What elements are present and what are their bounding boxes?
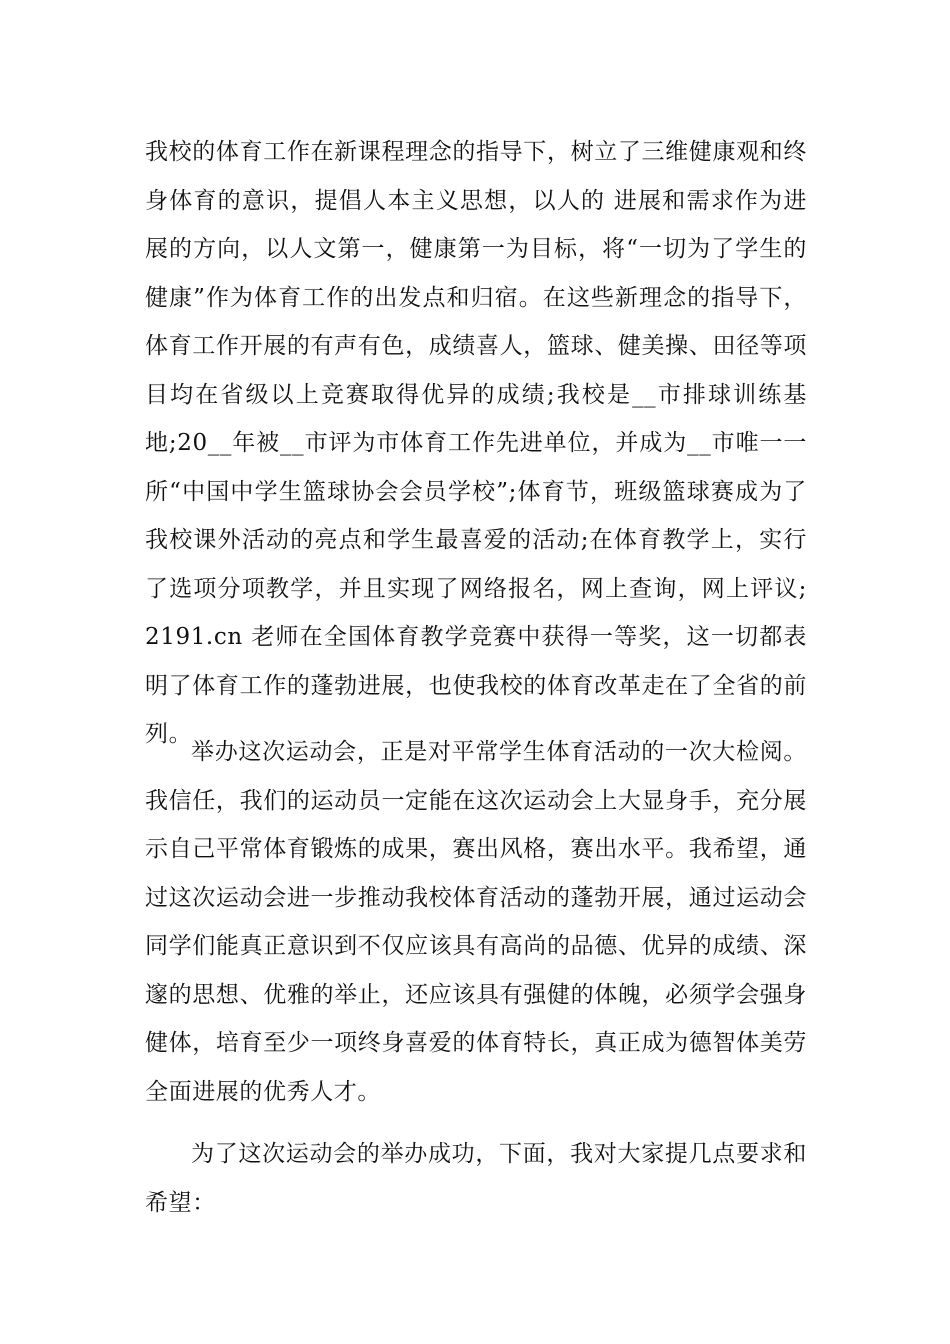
paragraph-sports-meet-purpose xyxy=(145,728,807,1116)
paragraph-requirements-intro xyxy=(145,1130,807,1227)
paragraph-text: 举办这次运动会，正是对平常学生体育活动的一次大检阅。我信任，我们的运动员一定能在这次运动会上大显身手，充分展示自己平常体育锻炼的成果，赛出风格，赛出水平。我希望，通过这次运动会进一步推动我校体育活动的蓬勃开展，通过运动会同学们能真正意识到不仅应该具有高尚的品德、优异的成绩、深邃的思想、优雅的举止，还应该具有强健的体魄，必须学会强身健体，培育至少一项终身喜爱的体育特长，真正成为德智体美劳全面进展的优秀人才。 xyxy=(145,739,807,1105)
paragraph-text: 我校的体育工作在新课程理念的指导下，树立了三维健康观和终身体育的意识，提倡人本主义思想，以人的 进展和需求作为进展的方向，以人文第一，健康第一为目标，将“一切为了学生的健康”作为体育工作的出发点和归宿。在这些新理念的指导下，体育工作开展的有声有色，成绩喜人，篮球、健美操、田径等项目均在省级以上竞赛取得优异的成绩;我校是__市排球训练基地;20__年被__市评为市体育工作先进单位，并成为__市唯一一所“中国中学生篮球协会会员学校”;体育节，班级篮球赛成为了我校课外活动的亮点和学生最喜爱的活动;在体育教学上，实行了选项分项教学，并且实现了网络报名，网上查询，网上评议; 2191.cn 老师在全国体育教学竞赛中获得一等奖，这一切都表明了体育工作的蓬勃进展，也使我校的体育改革走在了全省的前列。 xyxy=(145,139,807,747)
paragraph-sports-work-achievements xyxy=(145,128,807,759)
paragraph-text: 为了这次运动会的举办成功，下面，我对大家提几点要求和希望： xyxy=(145,1141,807,1216)
